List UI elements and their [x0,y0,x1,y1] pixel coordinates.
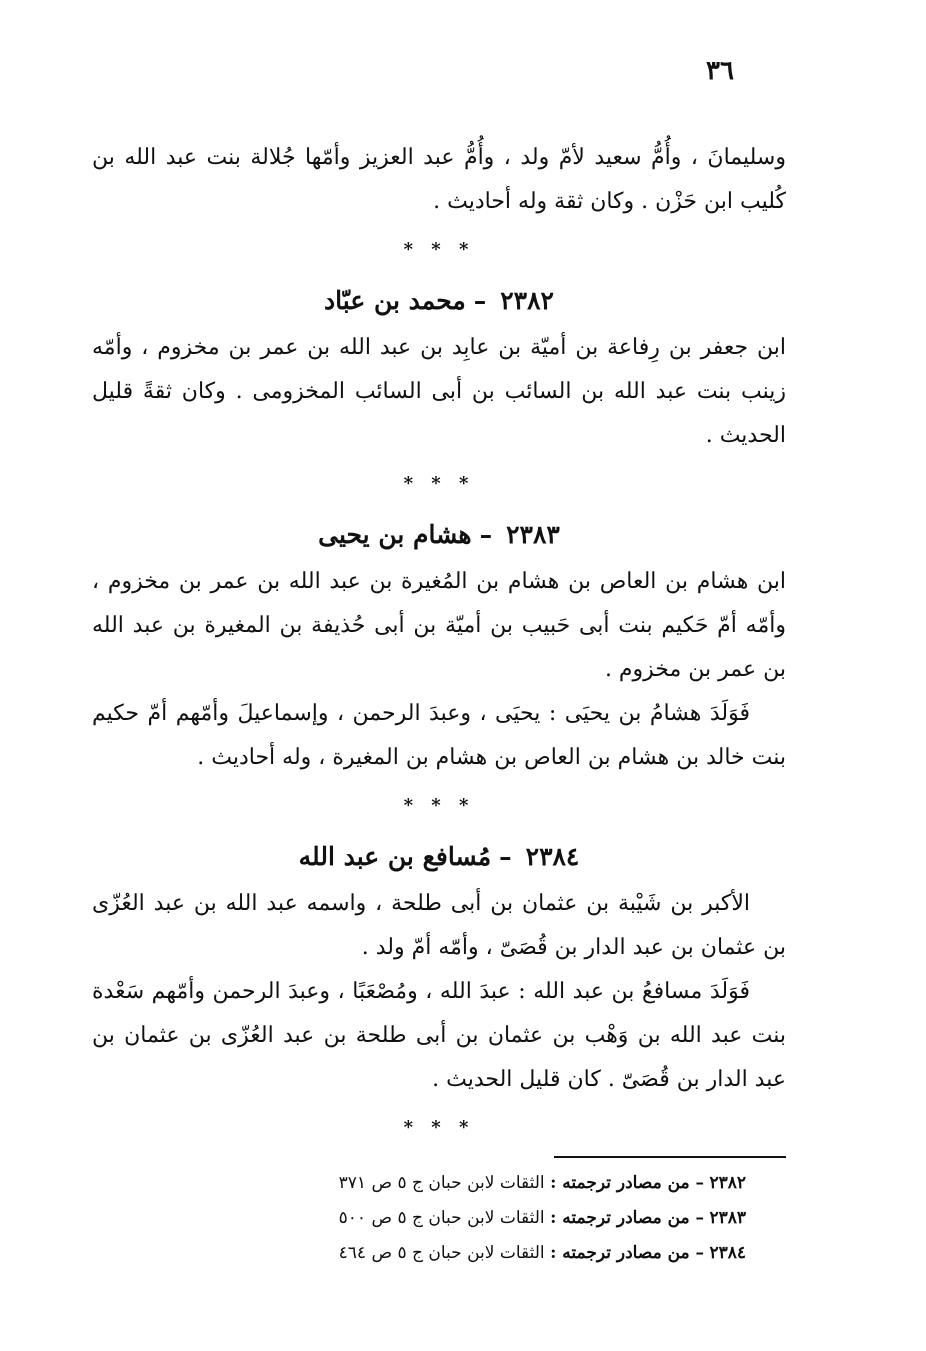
footnote-divider [554,1156,786,1158]
footnote-text: الثقات لابن حبان ج ٥ ص ٥٠٠ [338,1208,545,1228]
section-separator: * * * [403,239,475,260]
heading-dash: – [473,286,487,315]
footnote-text: الثقات لابن حبان ج ٥ ص ٣٧١ [338,1173,545,1193]
entry-number: ٢٣٨٢ [500,286,554,315]
section-separator: * * * [403,795,475,816]
footnote: ٢٣٨٤ – من مصادر ترجمته : الثقات لابن حبان ج ٥ ص ٤٦٤ [338,1243,746,1263]
entry-paragraph: فَوَلَدَ مسافعُ بن عبد الله : عبدَ الله ، ومُصْعَبًا ، وعبدَ الرحمن وأمّهم سَعْدة بنت عبد الله بن وَهْب بن عثمان بن أبى طلحة بن عبد العُزّى بن عثمان بن عبد الدار بن قُصَىّ . كان قليل الحديث . [92,979,786,1092]
entry-paragraph: فَوَلَدَ هشامُ بن يحيَى : يحيَى ، وعبدَ الرحمن ، وإسماعيلَ وأمّهم أمّ حكيم بنت خالد بن هشام بن العاص بن هشام بن المغيرة ، وله أحاديث . [92,701,786,770]
heading-dash: – [499,842,512,871]
biography-entry [92,276,786,458]
entry-number: ٢٣٨٣ [506,520,560,549]
section-separator: * * * [403,1117,475,1138]
footnote-number: ٢٣٨٤ [709,1243,746,1263]
footnote: ٢٣٨٣ – من مصادر ترجمته : الثقات لابن حبان ج ٥ ص ٥٠٠ [338,1208,746,1228]
entry-number: ٢٣٨٤ [525,842,580,871]
entry-name: محمد بن عبّاد [324,286,466,315]
entry-heading [92,832,786,882]
main-text [92,136,786,1154]
entry-name: هشام بن يحيى [318,520,472,549]
biography-entry [92,832,786,1102]
section-separator: * * * [403,473,475,494]
entry-paragraph: ابن جعفر بن رِفاعة بن أميّة بن عابِد بن عبد الله بن عمر بن مخزوم ، وأمّه زينب بنت عبد الله بن السائب بن أبى السائب المخزومى . وكان ثقةً قليل الحديث . [92,335,786,448]
footnote-number: ٢٣٨٣ [709,1208,746,1228]
page-number: ٣٦ [706,56,734,86]
intro-paragraph: وسليمانَ ، وأُمُّ سعيد لأمّ ولد ، وأُمُّ عبد العزيز وأمّها جُلالة بنت عبد الله بن كُليب ابن حَزْن . وكان ثقة وله أحاديث . [92,145,786,214]
footnotes [92,1156,786,1271]
biography-entry [92,510,786,780]
footnote-label: من مصادر ترجمته : [550,1243,690,1263]
footnote-number: ٢٣٨٢ [709,1173,746,1193]
entry-heading [92,510,786,560]
footnote-text: الثقات لابن حبان ج ٥ ص ٤٦٤ [338,1243,545,1263]
entry-paragraph: ابن هشام بن العاص بن هشام بن المُغيرة بن عبد الله بن عمر بن مخزوم ، وأمّه أمّ حَكيم بنت أبى حَبيب بن أميّة بن أبى حُذيفة بن المغيرة بن عبد الله بن عمر بن مخزوم . [92,569,786,682]
footnote: ٢٣٨٢ – من مصادر ترجمته : الثقات لابن حبان ج ٥ ص ٣٧١ [338,1173,746,1193]
footnote-label: من مصادر ترجمته : [550,1208,690,1228]
footnote-label: من مصادر ترجمته : [550,1173,690,1193]
entry-paragraph: الأكبر بن شَيْبة بن عثمان بن أبى طلحة ، واسمه عبد الله بن عبد العُزّى بن عثمان بن عبد الدار بن قُصَىّ ، وأمّه أمّ ولد . [92,891,786,960]
entry-name: مُسافع بن عبد الله [298,842,492,871]
entry-heading [92,276,786,326]
heading-dash: – [479,520,493,549]
